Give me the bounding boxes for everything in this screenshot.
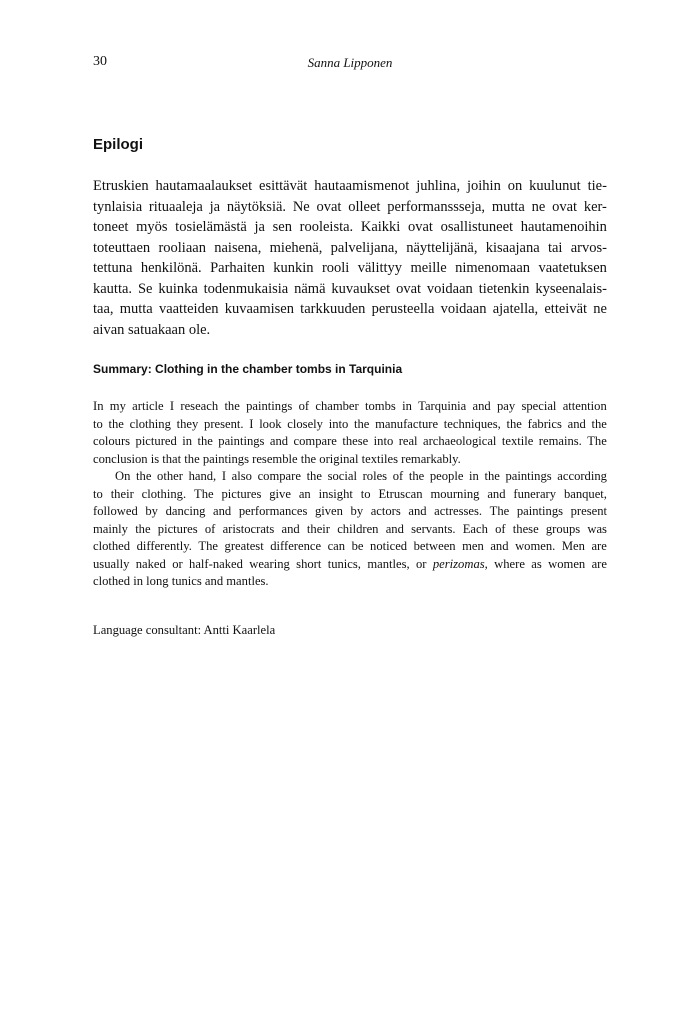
word: their (110, 486, 134, 501)
word: and (269, 434, 289, 448)
word: women (548, 556, 586, 571)
word: hautamenoihin (520, 219, 607, 235)
word: kuvaamisen (224, 301, 294, 317)
word: where (494, 556, 525, 571)
summary-line (93, 468, 607, 486)
word: näyttelijänä, (406, 239, 478, 256)
word: usually (93, 556, 130, 571)
word: tombs (365, 399, 396, 413)
word: näytöksiä. (226, 198, 287, 215)
word: in (402, 399, 412, 413)
word: followed (93, 504, 138, 518)
word: as (531, 556, 542, 571)
word: pay (496, 399, 516, 413)
word: attention (562, 399, 607, 413)
word: be (351, 539, 364, 553)
word: hautamaalaukset (155, 178, 253, 194)
word: into (328, 416, 349, 431)
word: olleet (348, 198, 381, 215)
word: pictured (135, 434, 177, 448)
word: Etruskien (93, 178, 149, 194)
word: tai (547, 239, 563, 256)
word: these (512, 521, 539, 536)
word: clothed (93, 539, 131, 553)
word: the (136, 469, 152, 483)
word: Kaikki (360, 219, 401, 235)
word: kunkin (273, 260, 314, 276)
word: social (327, 469, 357, 483)
word: given (314, 504, 343, 518)
word: to (360, 486, 371, 501)
word: tettuna (93, 260, 133, 276)
word: ovat (552, 198, 578, 215)
word: mantles, (367, 556, 410, 571)
word: differently. (136, 539, 192, 553)
word: tunics, (327, 556, 361, 571)
summary-line (93, 521, 607, 539)
word: the (197, 434, 213, 448)
summary-line (93, 398, 607, 416)
summary-line (93, 416, 607, 434)
epilogue-line (93, 258, 607, 279)
word: aristocrats (222, 521, 275, 536)
epilogue-line (93, 299, 607, 320)
word: mourning (430, 486, 480, 501)
word: by (145, 504, 158, 518)
word: miehenä, (269, 239, 323, 256)
word: mutta (119, 301, 153, 317)
word: also (231, 469, 252, 483)
word: mainly (93, 521, 128, 536)
word: the (354, 416, 370, 431)
word: joihin (467, 178, 501, 194)
word: clothing (129, 416, 171, 431)
epilogue-line (93, 279, 607, 300)
word: the (135, 521, 151, 536)
word: or (172, 556, 183, 571)
word: Etruscan (378, 486, 423, 501)
word: of (298, 399, 310, 413)
word: paintings (505, 469, 552, 483)
word: henkilönä. (140, 260, 202, 276)
word: esittävät (259, 178, 308, 194)
epilogue-paragraph (93, 176, 607, 340)
word: hautaamismenot (314, 178, 410, 194)
word: vaatteiden (158, 301, 219, 317)
word: servants. (411, 521, 456, 536)
word: short (296, 556, 322, 571)
word: techniques, (443, 416, 501, 431)
word: are (591, 556, 607, 571)
word: women. (515, 539, 556, 553)
word: and (490, 539, 509, 553)
word: groups (545, 521, 581, 536)
word: they (176, 416, 199, 431)
word: I (249, 416, 254, 431)
word: by (350, 504, 364, 518)
word: Each (462, 521, 488, 536)
word: reseach (180, 399, 219, 413)
word: The (587, 434, 607, 448)
word: to (93, 486, 103, 501)
word: The (194, 486, 214, 501)
word: paintings (246, 399, 293, 413)
word: actresses. (434, 504, 483, 518)
word: article (132, 399, 164, 413)
word: insight (318, 486, 353, 501)
word: rooli (321, 260, 350, 276)
word: toneet (93, 219, 129, 235)
word: nämä (294, 280, 326, 297)
word: ne (531, 198, 546, 215)
word: ne (593, 301, 607, 317)
word: wearing (249, 556, 290, 571)
word: Parhaiten (210, 260, 265, 276)
running-head (93, 54, 607, 74)
epilogue-line (93, 176, 607, 197)
epilogue-heading: Epilogi (93, 136, 143, 153)
word: ovat (396, 280, 422, 297)
word: clothing. (141, 486, 187, 501)
summary-heading: Summary: Clothing in the chamber tombs in Tarquinia (93, 362, 403, 376)
word: roles (362, 469, 388, 483)
word: the (108, 416, 124, 431)
word: dancing (165, 504, 206, 518)
word: tarkkuuden (300, 301, 366, 317)
word: between (413, 539, 456, 553)
word: fabrics (527, 416, 562, 431)
word: ajatella, (492, 301, 539, 317)
word: On (115, 469, 131, 483)
word: I (221, 469, 227, 483)
word: välittyy (357, 260, 403, 276)
word: ja (209, 198, 221, 215)
summary-line (93, 486, 607, 504)
word: compare (257, 469, 301, 483)
word: and (408, 504, 427, 518)
word: the (484, 469, 500, 483)
word: into (373, 434, 394, 448)
word: and (213, 504, 232, 518)
word: of (204, 521, 216, 536)
word: voidaan (440, 301, 487, 317)
word: in (182, 434, 193, 448)
word: greatest (224, 539, 264, 553)
word: naisena, (214, 239, 262, 256)
word: Men (561, 539, 585, 553)
word: and (487, 486, 506, 501)
word: paintings (516, 504, 564, 518)
word: other (157, 469, 183, 483)
word: on (507, 178, 523, 194)
running-author: Sanna Lipponen (307, 55, 393, 70)
summary-line (93, 433, 607, 451)
word: palvelijana, (330, 239, 398, 256)
word: In (93, 399, 104, 413)
word: present. (204, 416, 244, 431)
word: kautta. (93, 280, 133, 297)
epilogue-line (93, 197, 607, 218)
word: kuvaukset (331, 280, 391, 297)
word: present (570, 504, 607, 518)
word: actors (370, 504, 401, 518)
word: vaatetuksen (538, 260, 607, 276)
word: closely (287, 416, 323, 431)
summary-line (93, 538, 607, 556)
word: and (385, 521, 404, 536)
word: real (398, 434, 418, 448)
word: give (269, 486, 291, 501)
page-number: 30 (93, 54, 107, 69)
word: banquet, (563, 486, 607, 501)
word: kyseenalais- (535, 280, 607, 297)
word: children (337, 521, 379, 536)
summary-line (93, 503, 607, 521)
word: half-naked (189, 556, 243, 571)
word: I (169, 399, 175, 413)
word: chamber (315, 399, 359, 413)
word: performances (238, 504, 308, 518)
word: voidaan (426, 280, 473, 297)
word: funerary (513, 486, 557, 501)
epilogue-line (93, 217, 607, 238)
word: sen (272, 219, 292, 235)
word: of (392, 469, 404, 483)
word: The (489, 504, 510, 518)
word: arvos- (570, 239, 607, 256)
word: rituaaleja (148, 198, 203, 215)
word: look (259, 416, 282, 431)
word: my (109, 399, 126, 413)
word: remains. (538, 434, 582, 448)
word: kuinka (158, 280, 198, 297)
word: paintings (218, 434, 265, 448)
word: tynlaisia (93, 198, 143, 215)
word: myös (136, 219, 168, 235)
word: and (472, 399, 491, 413)
word: ovat (316, 198, 342, 215)
word: textile (501, 434, 534, 448)
word: toteuttaen (93, 239, 151, 256)
word: difference (270, 539, 322, 553)
word: are (591, 539, 607, 553)
word: Tarquinia (418, 399, 467, 413)
word: of (495, 521, 506, 536)
word: tie- (587, 178, 607, 194)
word: ovat (407, 219, 433, 235)
word: the (591, 416, 607, 431)
word: their (306, 521, 331, 536)
word: the (224, 399, 240, 413)
word: these (342, 434, 369, 448)
word: to (93, 416, 103, 431)
word: men (462, 539, 484, 553)
word: meille (410, 260, 447, 276)
word: juhlina, (416, 178, 461, 194)
word: manufacture (375, 416, 439, 431)
word: rooleista. (299, 219, 354, 235)
word: ker- (583, 198, 607, 215)
word: can (327, 539, 346, 553)
summary-line: conclusion is that the paintings resemble the original textiles remarkably. (93, 451, 461, 466)
word: nimenomaan (455, 260, 531, 276)
word: Se (137, 280, 153, 297)
word: ja (254, 219, 265, 235)
italic-word: perizomas, (432, 556, 488, 571)
word: compare (293, 434, 337, 448)
word: tietenkin (478, 280, 530, 297)
word: performanssseja, (387, 198, 486, 215)
word: and (281, 521, 300, 536)
word: naked (135, 556, 166, 571)
summary-text (93, 398, 607, 591)
word: perusteella (371, 301, 435, 317)
word: Ne (292, 198, 310, 215)
word: noticed (370, 539, 408, 553)
word: hand, (188, 469, 217, 483)
word: or (416, 556, 427, 571)
word: tosielämästä (175, 219, 247, 235)
word: pictures (221, 486, 262, 501)
word: was (587, 521, 607, 536)
word: according (557, 469, 607, 483)
language-consultant: Language consultant: Antti Kaarlela (93, 623, 276, 637)
word: colours (93, 434, 131, 448)
word: the (306, 469, 322, 483)
epilogue-line: aivan satuakaan ole. (93, 321, 211, 338)
word: osallistuneet (440, 219, 514, 235)
word: special (521, 399, 557, 413)
word: in (469, 469, 479, 483)
word: people (429, 469, 464, 483)
epilogue-line (93, 238, 607, 259)
word: etteivät (544, 301, 588, 317)
word: the (408, 469, 425, 483)
word: todenmukaisia (203, 280, 289, 297)
word: the (506, 416, 522, 431)
word: taa, (93, 301, 114, 317)
word: an (298, 486, 311, 501)
summary-line-with-italic (93, 556, 607, 574)
word: kuulunut (529, 178, 581, 194)
word: pictures (157, 521, 198, 536)
word: rooliaan (158, 239, 206, 256)
word: and (567, 416, 586, 431)
summary-line: clothed in long tunics and mantles. (93, 574, 269, 588)
word: archaeological (423, 434, 497, 448)
word: The (198, 539, 218, 553)
word: mutta (491, 198, 525, 215)
word: kisaajana (485, 239, 540, 256)
